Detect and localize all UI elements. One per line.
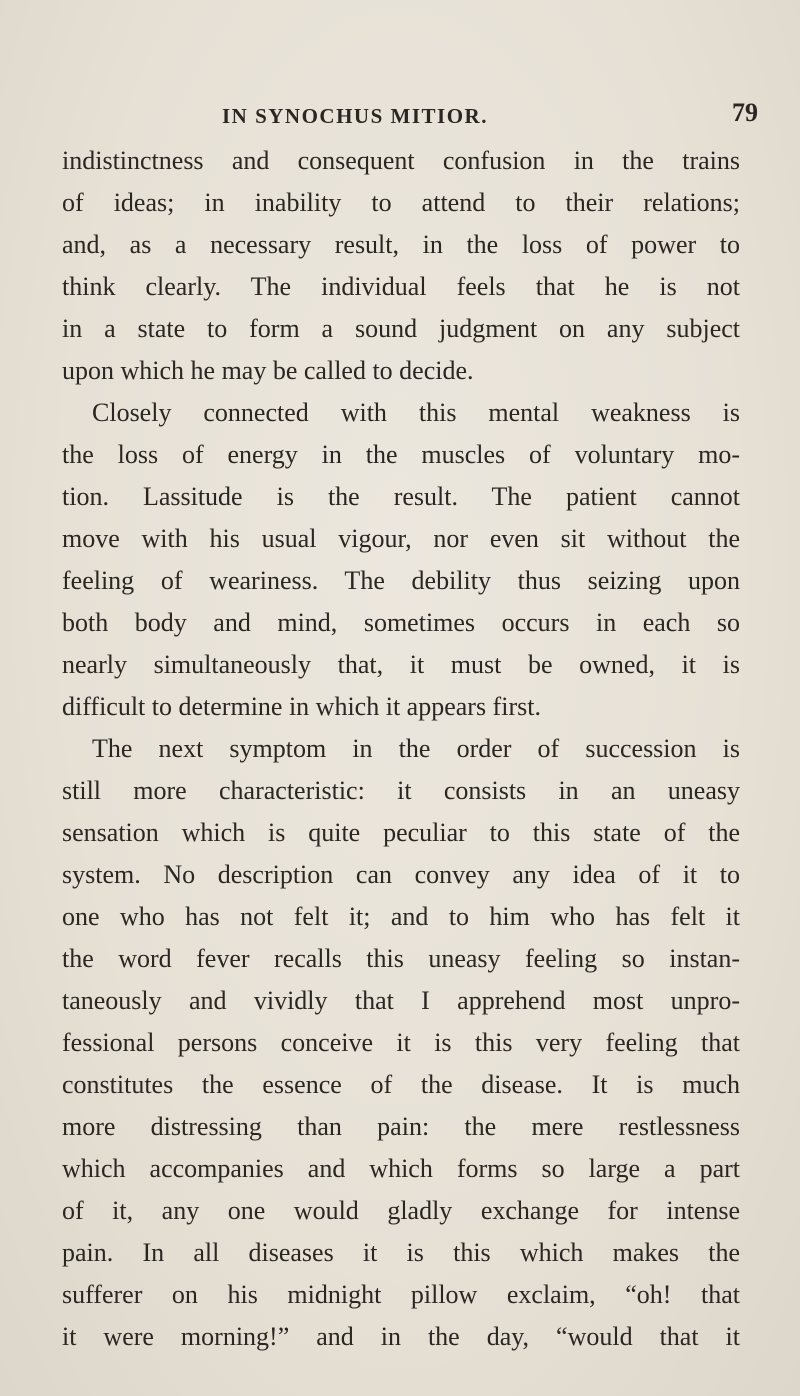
- text-line: more distressing than pain: the mere restlessness: [62, 1112, 740, 1141]
- text-line: fessional persons conceive it is this very feeling that: [62, 1028, 740, 1057]
- text-line: nearly simultaneously that, it must be owned, it is: [62, 650, 740, 679]
- text-line: think clearly. The individual feels that he is not: [62, 272, 740, 301]
- text-line: indistinctness and consequent confusion in the trains: [62, 146, 740, 175]
- text-line: the loss of energy in the muscles of voluntary mo-: [62, 440, 740, 469]
- text-line: system. No description can convey any idea of it to: [62, 860, 740, 889]
- body-text: [62, 140, 740, 1358]
- text-line: feeling of weariness. The debility thus seizing upon: [62, 566, 740, 595]
- text-line: move with his usual vigour, nor even sit without the: [62, 524, 740, 553]
- text-line: tion. Lassitude is the result. The patient cannot: [62, 482, 740, 511]
- text-line: in a state to form a sound judgment on any subject: [62, 314, 740, 343]
- text-line: both body and mind, sometimes occurs in each so: [62, 608, 740, 637]
- text-line: it were morning!” and in the day, “would that it: [62, 1322, 740, 1351]
- text-line: sufferer on his midnight pillow exclaim, “oh! that: [62, 1280, 740, 1309]
- text-line: pain. In all diseases it is this which makes the: [62, 1238, 740, 1267]
- text-line: one who has not felt it; and to him who has felt it: [62, 902, 740, 931]
- text-line: upon which he may be called to decide.: [62, 356, 474, 385]
- page-number: 79: [732, 98, 758, 127]
- text-line: of it, any one would gladly exchange for intense: [62, 1196, 740, 1225]
- paragraph-first-line: The next symptom in the order of succession is: [92, 734, 740, 763]
- text-line: of ideas; in inability to attend to their relations;: [62, 188, 740, 217]
- text-line: difficult to determine in which it appears first.: [62, 692, 541, 721]
- text-line: and, as a necessary result, in the loss of power to: [62, 230, 740, 259]
- text-line: which accompanies and which forms so large a part: [62, 1154, 740, 1183]
- running-head-title: IN SYNOCHUS MITIOR.: [222, 104, 488, 128]
- text-line: constitutes the essence of the disease. It is much: [62, 1070, 740, 1099]
- paragraph-first-line: Closely connected with this mental weakness is: [92, 398, 740, 427]
- running-head: [0, 98, 800, 144]
- text-line: still more characteristic: it consists in an uneasy: [62, 776, 740, 805]
- text-line: taneously and vividly that I apprehend most unpro-: [62, 986, 740, 1015]
- text-line: sensation which is quite peculiar to this state of the: [62, 818, 740, 847]
- text-line: the word fever recalls this uneasy feeling so instan-: [62, 944, 740, 973]
